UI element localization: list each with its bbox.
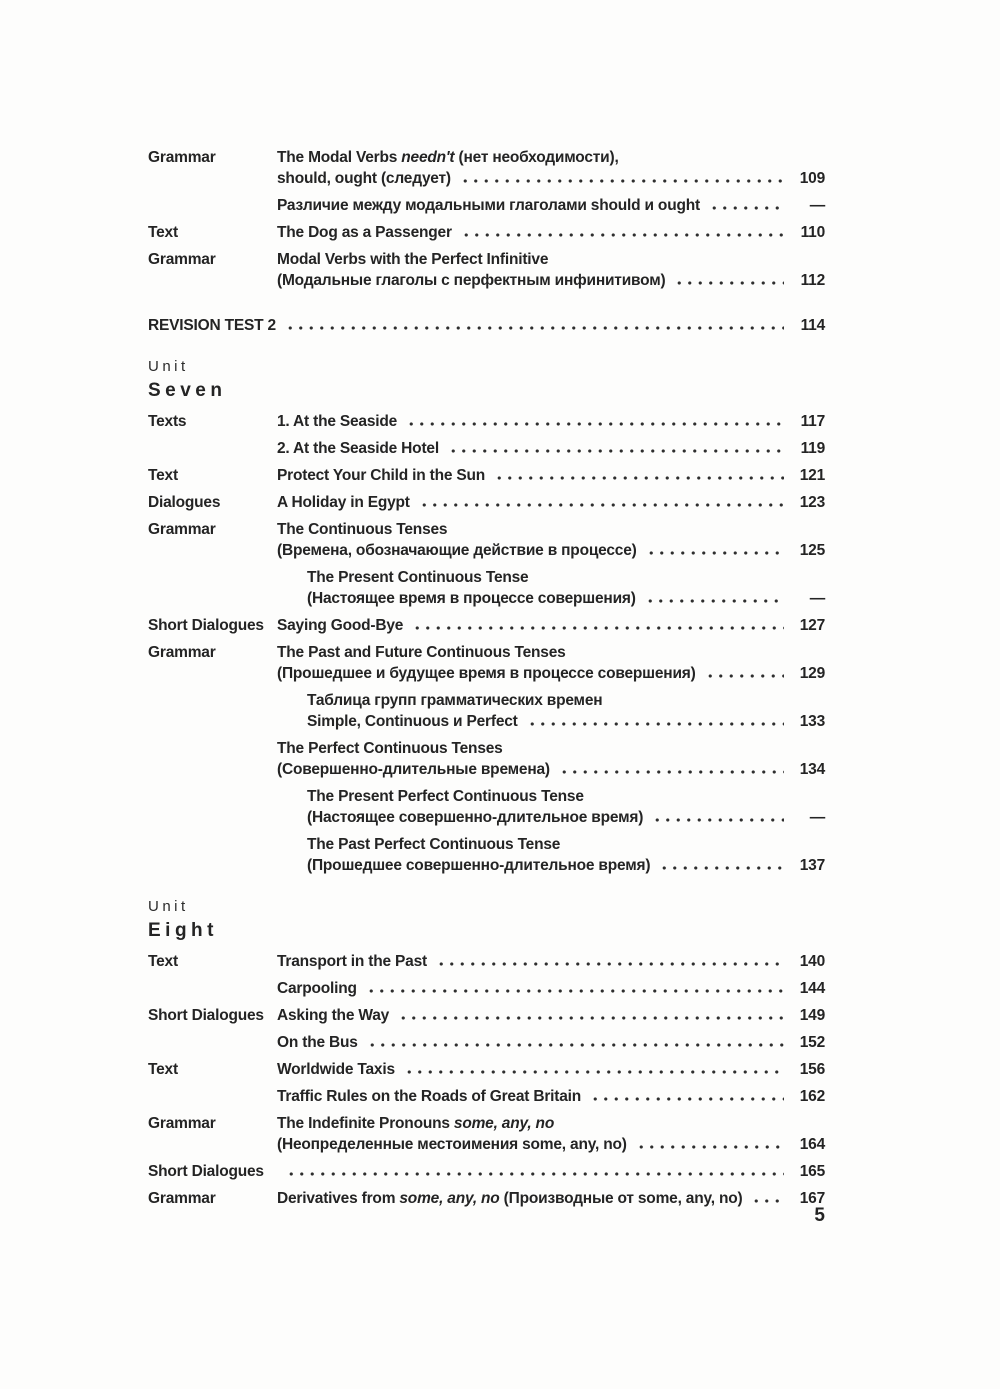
dot-leader [645,599,784,603]
toc-entry-body [277,1005,825,1026]
toc-entry-text: Saying Good-Bye [277,617,404,634]
toc-entry-title-line [277,1113,825,1134]
toc-entry-last-line [277,1134,825,1155]
toc-entry-body [277,1086,825,1107]
toc-page-number: 167 [799,1190,825,1207]
unit-super-label: Unit [148,358,189,375]
toc-category-label [148,195,277,216]
toc-entry-title-line [307,690,825,711]
dot-leader [751,1199,784,1203]
toc-entry-text: (Неопределенные местоимения some, any, no) [277,1136,627,1153]
toc-entry-body [277,1059,825,1080]
toc-category-label: Grammar [148,644,216,661]
toc-entry-last-line [277,270,825,291]
dot-leader [527,722,784,726]
toc-entry-last-line [307,855,825,876]
toc-entry-title-line [307,786,825,807]
toc-entry-text: The Dog as a Passenger [277,224,452,241]
toc-entry-body [277,1188,825,1209]
toc-entry-body [277,1032,825,1053]
dot-leader [674,281,784,285]
toc-page-number: 164 [799,1136,825,1153]
toc-entry [148,1086,825,1107]
toc-entry-text: (Настоящее время в процессе совершения) [307,590,636,607]
toc-entry [148,222,825,243]
toc-entry-last-line [277,168,825,189]
toc-entry-text: some, any, no [399,1190,500,1207]
toc-entry-title-line [277,147,825,168]
toc-entry [148,690,825,732]
revision-test-row [148,315,825,336]
toc-entry-title-line [277,249,825,270]
toc-entry-text: The Past Perfect Continuous Tense [307,836,561,853]
toc-entry-text: Traffic Rules on the Roads of Great Britain [277,1088,582,1105]
toc-entry-title-line [277,195,700,216]
toc-entry-title-line [277,1032,358,1053]
unit-super-label: Unit [148,898,189,915]
dot-leader [646,551,784,555]
toc-page-number: 137 [799,857,825,874]
dot-leader [398,1016,784,1020]
toc-category-label [148,690,277,732]
toc-entry-text: Derivatives from [277,1190,400,1207]
dot-leader [367,1043,784,1047]
toc-entry-title-line [277,1059,395,1080]
toc-category-label: Short Dialogues [148,1163,264,1180]
toc-list [148,147,825,1215]
toc-entry-text: Таблица групп грамматических времен [307,692,603,709]
toc-entry-title-line [277,222,452,243]
toc-entry-last-line [307,807,825,828]
toc-entry-last-line [277,951,825,972]
dot-leader [659,866,784,870]
toc-entry-last-line [277,1086,825,1107]
toc-page-number: 165 [799,1163,825,1180]
toc-entry-last-line [277,1059,825,1080]
toc-entry-text: 1. At the Seaside [277,413,398,430]
toc-entry-text: (Времена, обозначающие действие в процессе) [277,542,637,559]
toc-entry [148,195,825,216]
toc-entry-last-line [277,978,825,999]
toc-category-label: Text [148,953,178,970]
toc-page-number: 144 [799,980,825,997]
toc-entry-last-line [277,222,825,243]
toc-entry-body [277,978,825,999]
toc-entry-body [277,195,825,216]
toc-page-number: 109 [799,170,825,187]
toc-page-number: 140 [799,953,825,970]
toc-entry-last-line [277,411,825,432]
dot-leader [448,449,784,453]
toc-entry [148,438,825,459]
toc-page-number: 149 [799,1007,825,1024]
toc-entry-last-line [277,663,825,684]
toc-entry-text: The Present Continuous Tense [307,569,529,586]
toc-entry [148,642,825,684]
unit-name-label: Seven [148,380,227,401]
toc-entry-title-line [307,834,825,855]
toc-entry-text: Asking the Way [277,1007,390,1024]
dot-leader [366,989,784,993]
toc-entry [148,1188,825,1209]
toc-entry-body [277,690,825,732]
toc-entry-body [277,1113,825,1155]
toc-entry [148,738,825,780]
dot-leader [494,476,784,480]
toc-entry [148,567,825,609]
toc-entry-title-line [277,438,439,459]
toc-entry-last-line [307,588,825,609]
toc-entry-text: (Настоящее совершенно-длительное время) [307,809,644,826]
toc-page-number: 123 [799,494,825,511]
toc-entry-title-line [277,1134,627,1155]
toc-entry-text: Worldwide Taxis [277,1061,395,1078]
toc-category-label [148,978,277,999]
toc-entry-last-line [277,759,825,780]
toc-entry-body [277,249,825,291]
toc-category-label: Text [148,224,178,241]
toc-entry-title-line [277,168,451,189]
toc-entry-text: The Modal Verbs [277,149,402,166]
toc-page-number: 156 [799,1061,825,1078]
toc-entry-text: The Present Perfect Continuous Tense [307,788,584,805]
toc-entry-last-line [277,1032,825,1053]
toc-entry-last-line [277,438,825,459]
toc-entry-text: The Past and Future Continuous Tenses [277,644,566,661]
toc-entry-title-line [277,1005,389,1026]
toc-entry-body [277,438,825,459]
unit-name-label: Eight [148,920,218,941]
toc-entry-body [277,519,825,561]
toc-entry-text: (Совершенно-длительные времена) [277,761,550,778]
toc-entry-text: Различие между модальными глаголами should и ought [277,197,700,214]
toc-entry-title-line [277,1086,581,1107]
toc-entry-text: A Holiday in Egypt [277,494,410,511]
toc-entry-title-line [277,492,410,513]
toc-category-label: Short Dialogues [148,1007,264,1024]
toc-entry [148,411,825,432]
dot-leader [636,1145,784,1149]
toc-entry-title-line [277,615,403,636]
dot-leader [406,422,784,426]
toc-entry-body [277,147,825,189]
toc-category-label [148,834,277,876]
toc-entry-last-line [277,1161,825,1182]
toc-entry-last-line [277,1005,825,1026]
dot-leader [285,326,784,330]
toc-entry [148,249,825,291]
toc-entry-text: On the Bus [277,1034,358,1051]
toc-entry-body [277,465,825,486]
toc-category-label: Dialogues [148,494,221,511]
toc-entry-title-line [277,540,637,561]
toc-entry-last-line [277,465,825,486]
toc-entry-last-line [277,492,825,513]
unit-heading [148,896,825,944]
toc-entry [148,834,825,876]
toc-entry-body [277,615,825,636]
toc-entry-title-line [307,807,643,828]
toc-entry-text: should, ought (следует) [277,170,451,187]
toc-entry-title-line [277,759,550,780]
toc-entry-body [277,951,825,972]
dot-leader [286,1172,784,1176]
toc-entry-title-line [277,663,696,684]
toc-entry-text: (Прошедшее совершенно-длительное время) [307,857,651,874]
toc-entry-text: Transport in the Past [277,953,427,970]
dot-leader [559,770,784,774]
toc-entry [148,1032,825,1053]
toc-entry-title-line [277,642,825,663]
toc-page-number: 127 [799,617,825,634]
toc-entry-last-line [277,1188,825,1209]
dot-leader [404,1070,784,1074]
toc-category-label: Text [148,467,178,484]
toc-entry-title-line [277,411,397,432]
toc-page-number: 117 [800,413,825,430]
toc-entry [148,519,825,561]
toc-entry [148,1005,825,1026]
toc-category-label [148,786,277,828]
toc-entry-title-line [277,1188,742,1209]
toc-entry-body [277,567,825,609]
toc-page-number: 110 [800,224,825,241]
toc-page-number: 112 [800,272,825,289]
toc-page-number: 134 [799,761,825,778]
toc-category-label: Grammar [148,1190,216,1207]
toc-entry-text: The Perfect Continuous Tenses [277,740,503,757]
toc-entry [148,465,825,486]
toc-entry-last-line [307,711,825,732]
toc-page-number: 121 [799,467,825,484]
toc-entry-text: (Модальные глаголы с перфектным инфинитивом) [277,272,666,289]
toc-entry-last-line [277,615,825,636]
toc-entry [148,1113,825,1155]
unit-heading [148,356,825,404]
toc-category-label [148,1086,277,1107]
toc-entry-body [277,738,825,780]
toc-entry-text: some, any, no [453,1115,555,1132]
toc-entry [148,1161,825,1182]
toc-entry-title-line [277,951,427,972]
toc-entry-body [277,834,825,876]
toc-category-label [148,438,277,459]
toc-entry-title-line [307,855,650,876]
toc-entry-body [277,492,825,513]
dot-leader [709,206,784,210]
dot-leader [590,1097,784,1101]
toc-entry-text: needn't [401,149,455,166]
dot-leader [412,626,784,630]
toc-entry-body [277,411,825,432]
toc-entry-text: Protect Your Child in the Sun [277,467,486,484]
dot-leader [705,674,784,678]
toc-entry-last-line [277,195,825,216]
toc-entry-title-line [277,465,485,486]
toc-page-number: 152 [799,1034,825,1051]
toc-entry-body [277,642,825,684]
toc-entry-text: (Прошедшее и будущее время в процессе совершения) [277,665,696,682]
toc-entry [148,492,825,513]
toc-entry-text: The Indefinite Pronouns [277,1115,454,1132]
toc-page-number: 119 [800,440,825,457]
toc-entry-text: The Continuous Tenses [277,521,448,538]
toc-entry-title-line [277,738,825,759]
dot-leader [652,818,784,822]
toc-page-number: 125 [799,542,825,559]
toc-entry [148,951,825,972]
toc-entry-title-line [277,978,357,999]
toc-entry-title-line [307,567,825,588]
toc-category-label: Grammar [148,521,216,538]
toc-entry-text: Modal Verbs with the Perfect Infinitive [277,251,549,268]
toc-page-number: — [809,809,825,826]
toc-entry-last-line [277,540,825,561]
toc-category-label: Grammar [148,1115,216,1132]
toc-page-number: 162 [799,1088,825,1105]
toc-page-number: 133 [799,713,825,730]
toc-entry-text: Carpooling [277,980,357,997]
dot-leader [460,179,784,183]
toc-entry-text: Simple, Continuous и Perfect [307,713,518,730]
toc-category-label [148,1032,277,1053]
toc-entry-title-line [277,519,825,540]
dot-leader [419,503,784,507]
toc-category-label: Text [148,1061,178,1078]
toc-category-label: Texts [148,413,187,430]
toc-entry-body [277,1161,825,1182]
toc-entry [148,147,825,189]
toc-entry-title-line [277,270,665,291]
revision-test-title: REVISION TEST 2 [148,317,276,334]
toc-entry [148,786,825,828]
toc-entry [148,978,825,999]
toc-entry [148,615,825,636]
toc-page-number: — [809,197,825,214]
toc-page-number: 114 [800,317,825,334]
toc-entry-title-line [307,588,636,609]
toc-page-number: — [809,590,825,607]
toc-page-number: 129 [799,665,825,682]
toc-entry-body [277,786,825,828]
footer-page-number: 5 [814,1205,825,1226]
dot-leader [436,962,784,966]
dot-leader [461,233,784,237]
toc-category-label: Grammar [148,251,216,268]
toc-category-label: Grammar [148,149,216,166]
toc-entry-title-line [307,711,518,732]
toc-entry-body [277,222,825,243]
toc-category-label: Short Dialogues [148,617,264,634]
toc-category-label [148,567,277,609]
toc-entry-text: (Производные от some, any, no) [499,1190,743,1207]
toc-category-label [148,738,277,780]
toc-entry [148,1059,825,1080]
toc-entry-text: (нет необходимости), [454,149,619,166]
toc-entry-text: 2. At the Seaside Hotel [277,440,439,457]
